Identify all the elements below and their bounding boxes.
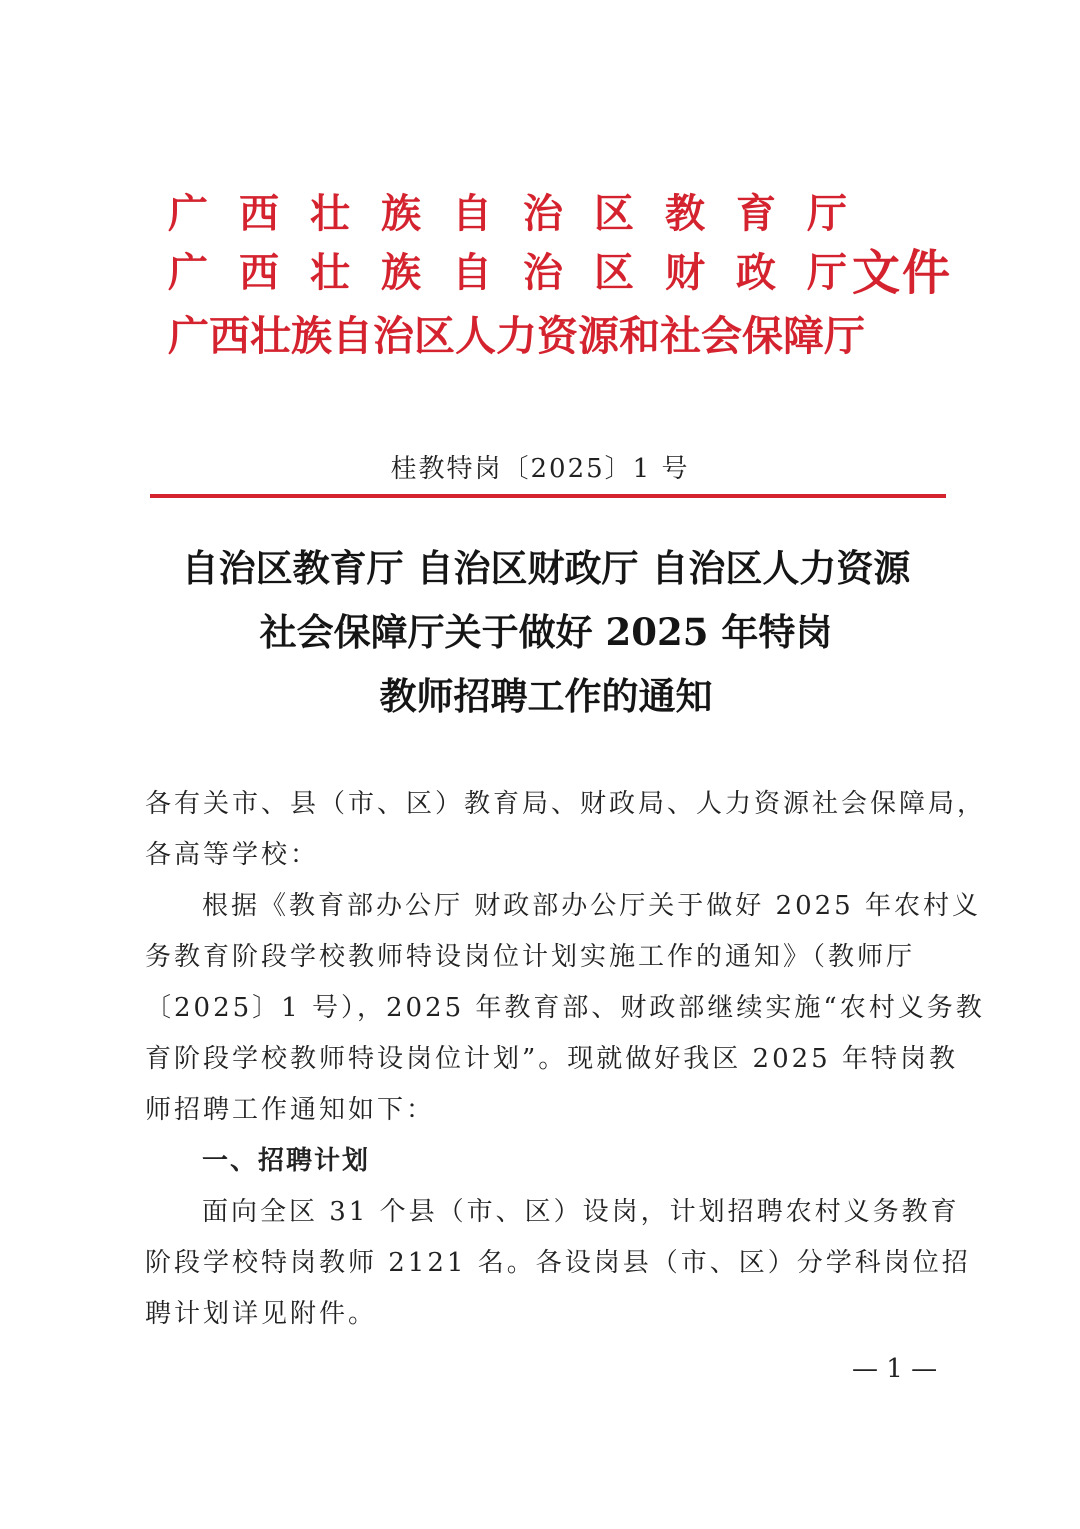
paragraph-2-line: 聘计划详见附件。: [145, 1299, 378, 1329]
paragraph-1-line: 〔2025〕1 号），2025 年教育部、财政部继续实施“农村义务教: [145, 993, 985, 1023]
document-type-label: 文件: [852, 245, 953, 301]
paragraph-1-line: 师招聘工作通知如下：: [145, 1095, 436, 1125]
red-divider-line: [150, 494, 946, 498]
issuer-finance-department: 广西壮族自治区财政厅: [168, 249, 878, 296]
addressee-line-1: 各有关市、县（市、区）教育局、财政局、人力资源社会保障局，: [145, 789, 987, 819]
document-number: 桂教特岗〔2025〕1 号: [390, 454, 690, 484]
document-title-line-1: 自治区教育厅 自治区财政厅 自治区人力资源: [181, 546, 911, 590]
addressee-line-2: 各高等学校：: [145, 840, 320, 870]
page-number: — 1 —: [852, 1354, 938, 1384]
document-title-line-3: 教师招聘工作的通知: [379, 674, 713, 718]
paragraph-1-line: 务教育阶段学校教师特设岗位计划实施工作的通知》（教师厅: [145, 942, 916, 972]
paragraph-1-line: 育阶段学校教师特设岗位计划”。现就做好我区 2025 年特岗教: [145, 1044, 958, 1074]
issuer-education-department: 广西壮族自治区教育厅: [168, 190, 878, 237]
paragraph-1-line: 根据《教育部办公厅 财政部办公厅关于做好 2025 年农村义: [202, 891, 981, 921]
paragraph-2-line: 阶段学校特岗教师 2121 名。各设岗县（市、区）分学科岗位招: [145, 1248, 971, 1278]
section-heading-recruitment-plan: 一、招聘计划: [202, 1146, 371, 1176]
document-title-line-2: 社会保障厅关于做好 2025 年特岗: [259, 610, 833, 654]
paragraph-2-line: 面向全区 31 个县（市、区）设岗，计划招聘农村义务教育: [202, 1197, 960, 1227]
issuer-hr-social-security-department: 广西壮族自治区人力资源和社会保障厅: [168, 312, 865, 360]
